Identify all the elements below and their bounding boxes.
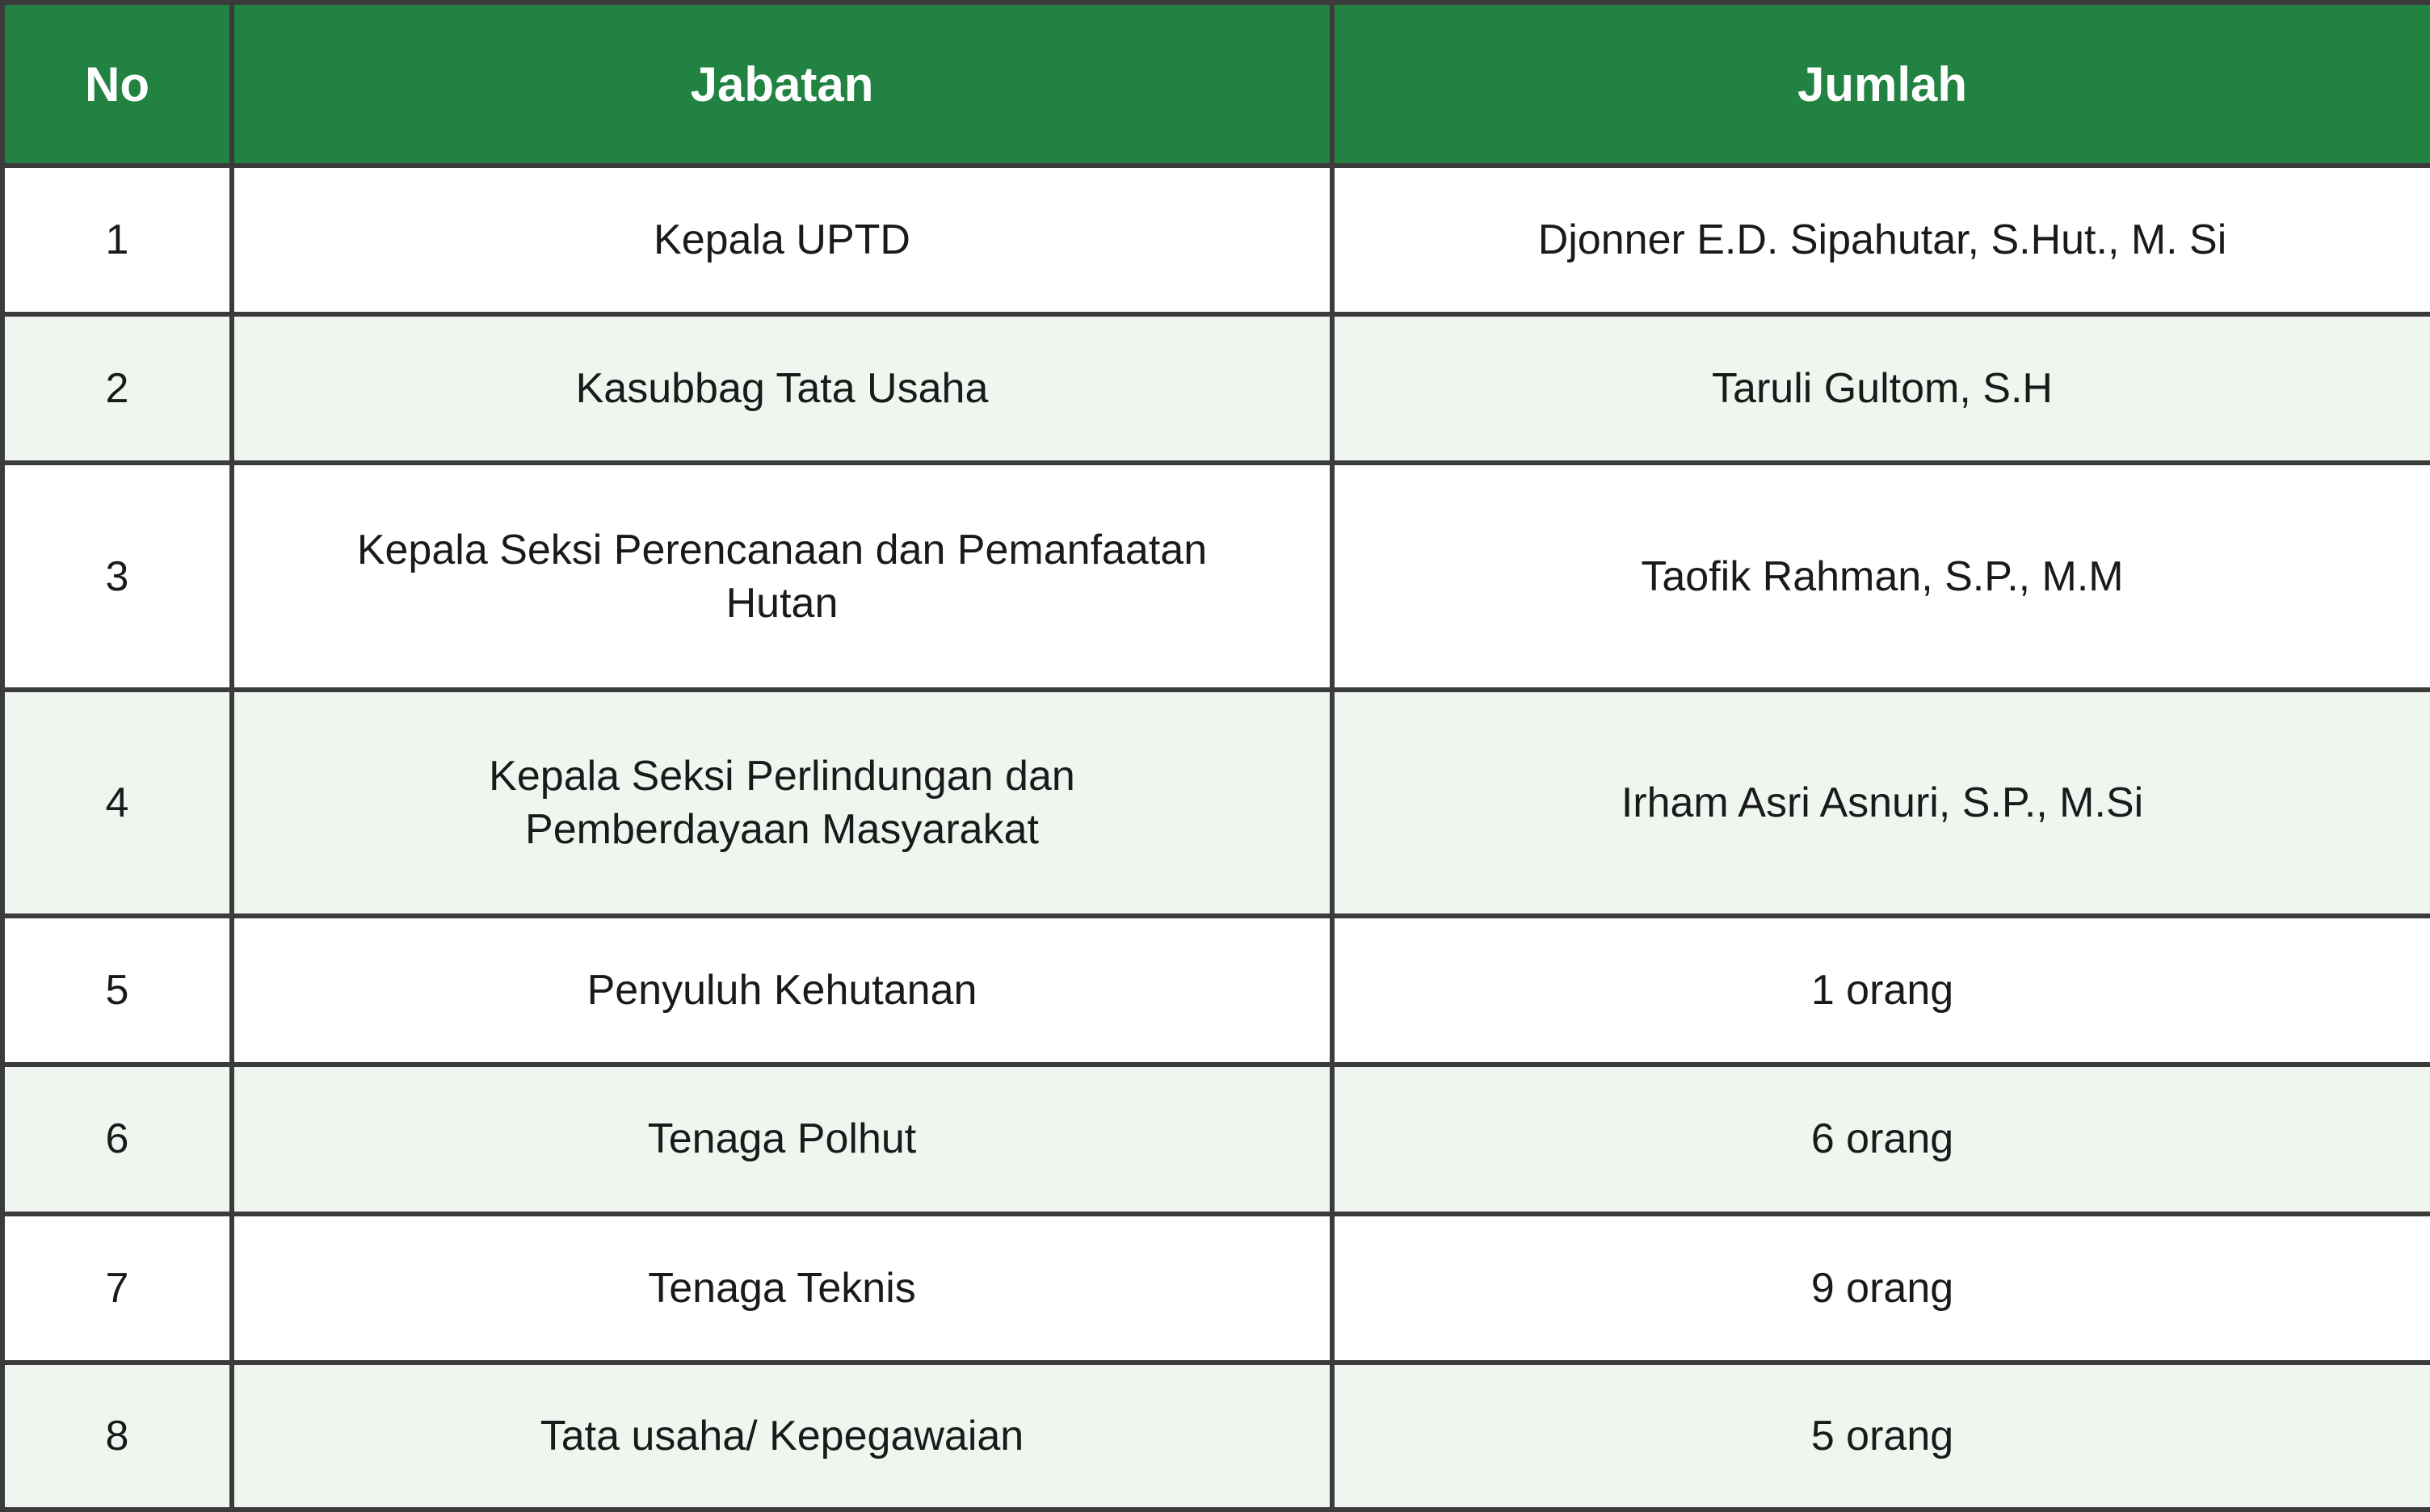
header-no: No — [2, 2, 232, 166]
cell-no: 3 — [2, 463, 232, 689]
table-row — [2, 690, 2430, 916]
cell-no: 7 — [2, 1214, 232, 1363]
cell-jabatan: Tenaga Polhut — [232, 1065, 1332, 1213]
table-row — [2, 314, 2430, 463]
cell-jabatan-text: Kepala Seksi Perencanaan dan Pemanfaatan Hutan — [356, 526, 1208, 627]
cell-jumlah: Taruli Gultom, S.H — [1332, 314, 2430, 463]
cell-jumlah: 1 orang — [1332, 916, 2430, 1065]
table-row — [2, 463, 2430, 689]
cell-no: 5 — [2, 916, 232, 1065]
cell-no: 4 — [2, 690, 232, 916]
table-row — [2, 166, 2430, 314]
cell-jabatan — [232, 690, 1332, 916]
table-row — [2, 1363, 2430, 1510]
cell-no: 8 — [2, 1363, 232, 1510]
table-row — [2, 1214, 2430, 1363]
cell-no: 2 — [2, 314, 232, 463]
cell-jumlah: Irham Asri Asnuri, S.P., M.Si — [1332, 690, 2430, 916]
cell-jabatan: Penyuluh Kehutanan — [232, 916, 1332, 1065]
cell-jabatan: Kepala UPTD — [232, 166, 1332, 314]
cell-no: 6 — [2, 1065, 232, 1213]
cell-jabatan: Kasubbag Tata Usaha — [232, 314, 1332, 463]
cell-jumlah: 5 orang — [1332, 1363, 2430, 1510]
cell-jabatan: Tenaga Teknis — [232, 1214, 1332, 1363]
cell-jabatan-text: Kepala Seksi Perlindungan dan Pemberdayaan Masyarakat — [489, 752, 1075, 853]
header-jumlah: Jumlah — [1332, 2, 2430, 166]
table-header-row — [2, 2, 2430, 166]
table-row — [2, 1065, 2430, 1213]
cell-jumlah: 9 orang — [1332, 1214, 2430, 1363]
cell-jumlah: Taofik Rahman, S.P., M.M — [1332, 463, 2430, 689]
cell-jumlah: 6 orang — [1332, 1065, 2430, 1213]
table-row — [2, 916, 2430, 1065]
cell-jabatan — [232, 463, 1332, 689]
header-jabatan: Jabatan — [232, 2, 1332, 166]
cell-no: 1 — [2, 166, 232, 314]
cell-jabatan: Tata usaha/ Kepegawaian — [232, 1363, 1332, 1510]
cell-jumlah: Djonner E.D. Sipahutar, S.Hut., M. Si — [1332, 166, 2430, 314]
